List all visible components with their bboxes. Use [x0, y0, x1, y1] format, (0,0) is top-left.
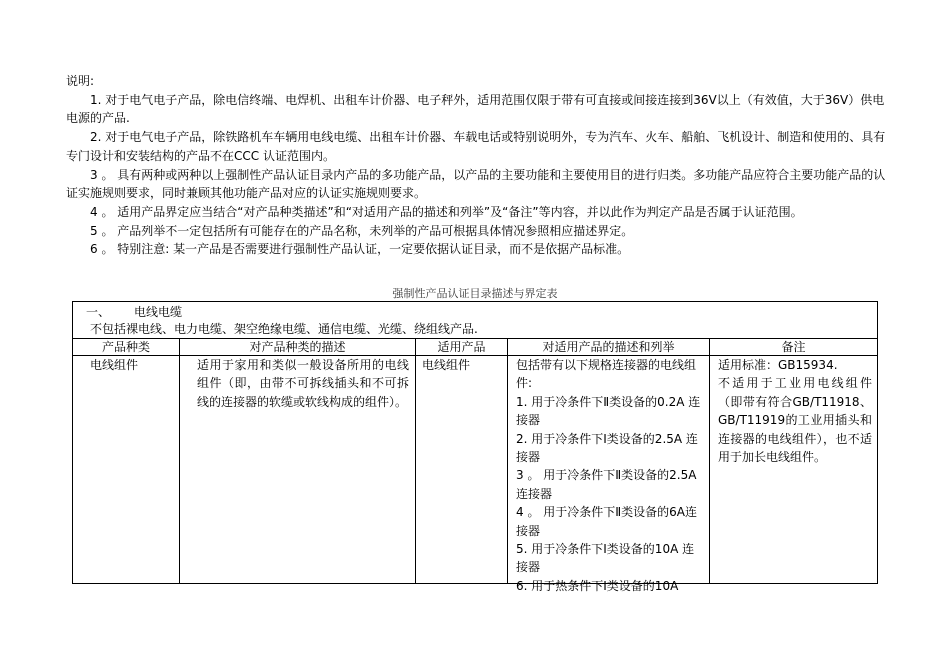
note-item-6: 6 。 特别注意: 某一产品是否需要进行强制性产品认证，一定要依据认证目录，而不是依据产品标准。	[90, 242, 630, 257]
note-item-2: 2. 对于电气电子产品，除铁路机车车辆用电线电缆、出租车计价器、车载电话或特别说明外，专为汽车、火车、船舶、飞机设计、制造和使用的、具有专门设计和安装结构的产品不在CCC 认证范围内。	[66, 130, 886, 163]
explanation-notes	[66, 72, 886, 259]
column-divider	[709, 338, 710, 584]
category-exclusion: 不包括裸电线、电力电缆、架空绝缘电缆、通信电缆、光缆、绕组线产品.	[90, 322, 478, 336]
column-divider	[179, 338, 180, 584]
applicable-list-item: 2. 用于冷条件下Ⅰ类设备的2.5A 连接器	[516, 431, 698, 465]
applicable-list-item: 1. 用于冷条件下Ⅱ类设备的0.2A 连接器	[516, 394, 701, 428]
cell-remarks	[718, 356, 872, 466]
applicable-list-item: 5. 用于冷条件下Ⅰ类设备的10A 连接器	[516, 542, 695, 575]
note-item-4: 4 。 适用产品界定应当结合“对产品种类描述”和“对适用产品的描述和列举”及“备注”等内容，并以此作为判定产品是否属于认证范围。	[90, 204, 803, 219]
header-applicable-description: 对适用产品的描述和列举	[542, 340, 675, 354]
remark-standard: 适用标准：GB15934.	[718, 358, 838, 372]
note-item-5: 5 。 产品列举不一定包括所有可能存在的产品名称，未列举的产品可根据具体情况参照相应描述界定。	[90, 223, 634, 238]
header-applicable-product: 适用产品	[437, 340, 486, 354]
header-remarks: 备注	[781, 340, 806, 354]
note-item-1: 1. 对于电气电子产品，除电信终端、电焊机、出租车计价器、电子秤外，适用范围仅限于带有可直接或间接连接到36V以上（有效值，大于36V）供电电源的产品.	[66, 92, 885, 126]
applicable-list-item: 3 。 用于冷条件下Ⅱ类设备的2.5A 连接器	[516, 468, 697, 501]
cell-product-type: 电线组件	[90, 358, 139, 372]
cell-applicable-product: 电线组件	[422, 358, 471, 372]
category-heading	[86, 304, 182, 320]
header-product-type: 产品种类	[101, 340, 150, 354]
cell-type-description: 适用于家用和类似一般设备所用的电线组件（即，由带不可拆线插头和不可拆线的连接器的软缆或软线构成的组件）。	[197, 358, 409, 409]
header-type-description: 对产品种类的描述	[249, 340, 346, 354]
column-divider	[415, 338, 416, 584]
category-number: 一、	[86, 305, 111, 319]
applicable-list-item: 6. 用于热条件下Ⅰ类设备的10A	[516, 578, 679, 593]
category-name: 电线电缆	[134, 305, 183, 319]
notes-title: 说明:	[66, 74, 95, 88]
column-divider	[507, 338, 508, 584]
applicable-list-item: 4 。 用于冷条件下Ⅱ类设备的6A连接器	[516, 505, 698, 538]
cell-applicable-description	[516, 356, 704, 593]
applicable-intro: 包括带有以下规格连接器的电线组件:	[516, 358, 697, 391]
table-title: 强制性产品认证目录描述与界定表	[392, 287, 558, 300]
remark-text: 不适用于工业用电线组件（即带有符合GB/T11918、GB/T11919的工业用插头和连接器的电线组件），也不适用于加长电线组件。	[718, 376, 872, 465]
note-item-3: 3 。 具有两种或两种以上强制性产品认证目录内产品的多功能产品，以产品的主要功能和主要使用目的进行归类。多功能产品应符合主要功能产品的认证实施规则要求，同时兼顾其他功能产品对应的认证实施规则要求。	[66, 167, 886, 201]
